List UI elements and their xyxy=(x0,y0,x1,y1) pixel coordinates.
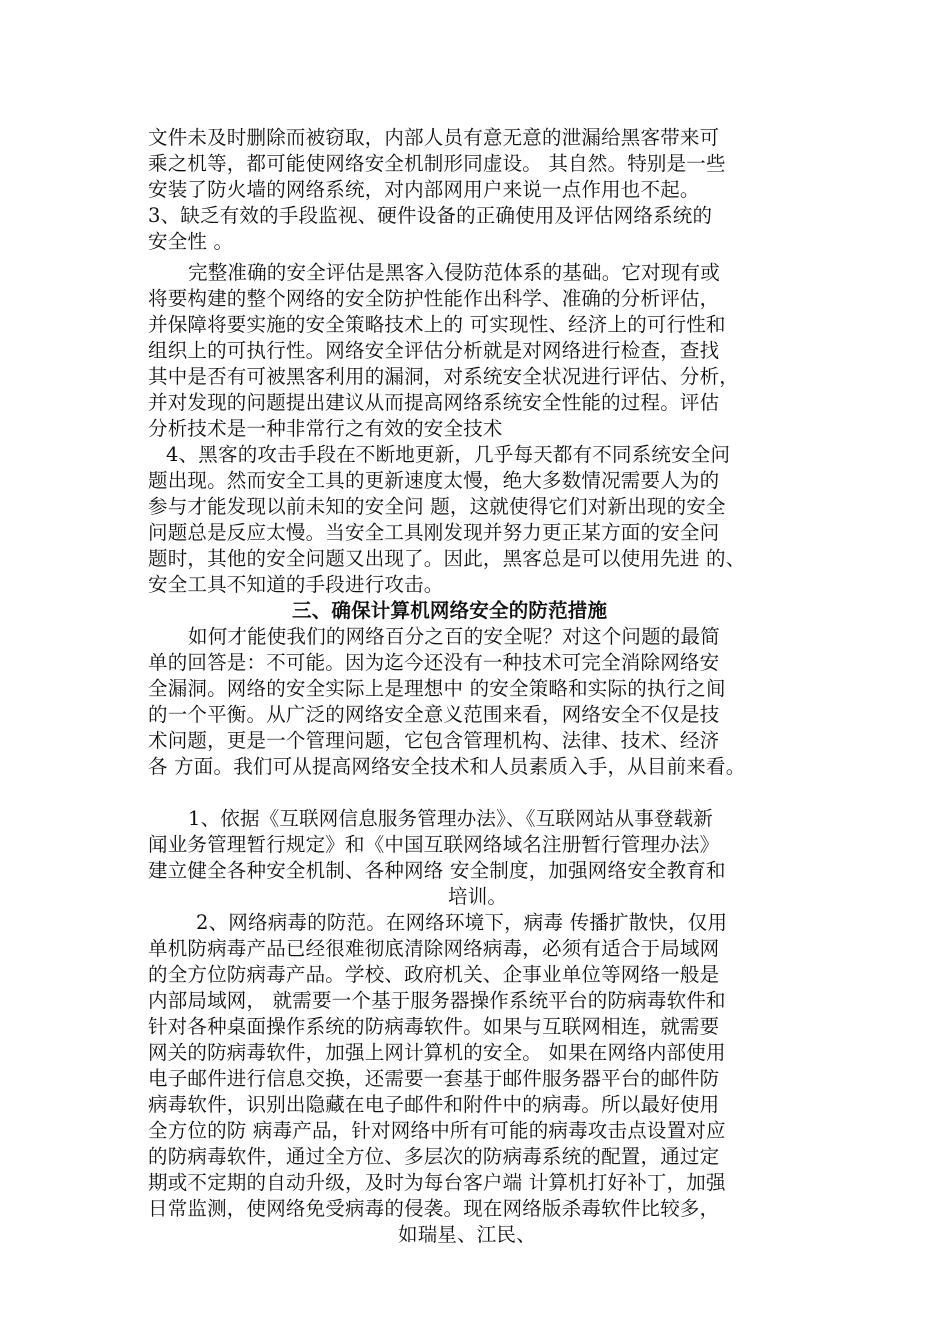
text-line-8: 并保障将要实施的安全策略技术上的 可实现性、经济上的可行性和 xyxy=(148,313,726,336)
text-line-38: 全方位的防 病毒产品，针对网络中所有可能的病毒攻击点设置对应 xyxy=(148,1119,726,1142)
text-line-4: 3、缺乏有效的手段监视、硬件设备的正确使用及评估网络系统的 xyxy=(148,204,713,227)
text-line-25: 各 方面。我们可从提高网络安全技术和人员素质入手，从目前来看。 xyxy=(148,755,746,778)
text-line-20: 如何才能使我们的网络百分之百的安全呢？对这个问题的最简 xyxy=(188,625,720,648)
text-line-15: 参与才能发现以前未知的安全问 题，这就使得它们对新出现的安全 xyxy=(148,495,726,518)
text-line-10: 其中是否有可被黑客利用的漏洞，对系统安全状况进行评估、分析， xyxy=(148,365,740,388)
text-line-30: 2、网络病毒的防范。在网络环境下，病毒 传播扩散快，仅用 xyxy=(196,911,728,934)
text-line-31: 单机防病毒产品已经很难彻底清除网络病毒，必须有适合于局域网 xyxy=(148,937,720,960)
text-line-22: 全漏洞。网络的安全实际上是理想中 的安全策略和实际的执行之间 xyxy=(148,677,726,700)
text-line-29: 培训。 xyxy=(448,885,508,908)
text-line-11: 并对发现的问题提出建议从而提高网络系统安全性能的过程。评估 xyxy=(148,391,720,414)
text-line-26: 1、依据《互联网信息服务管理办法》、《互联网站从事登载新 xyxy=(188,807,714,830)
text-line-39: 的防病毒软件，通过全方位、多层次的防病毒系统的配置，通过定 xyxy=(148,1145,720,1168)
text-line-1: 文件未及时删除而被窃取，内部人员有意无意的泄漏给黑客带来可 xyxy=(148,126,720,149)
text-line-36: 电子邮件进行信息交换，还需要一套基于邮件服务器平台的邮件防 xyxy=(148,1067,720,1090)
text-line-33: 内部局域网， 就需要一个基于服务器操作系统平台的防病毒软件和 xyxy=(148,989,726,1012)
text-line-27: 闻业务管理暂行规定》和《中国互联网络域名注册暂行管理办法》 xyxy=(148,833,720,856)
text-line-24: 术问题，更是一个管理问题，它包含管理机构、法律、技术、经济 xyxy=(148,729,720,752)
text-line-21: 单的回答是：不可能。因为迄今还没有一种技术可完全消除网络安 xyxy=(148,651,720,674)
text-line-37: 病毒软件，识别出隐藏在电子邮件和附件中的病毒。所以最好使用 xyxy=(148,1093,720,1116)
section-heading: 三、确保计算机网络安全的防范措施 xyxy=(292,599,608,622)
text-line-9: 组织上的可执行性。网络安全评估分析就是对网络进行检查，查找 xyxy=(148,339,720,362)
text-line-35: 网关的防病毒软件，加强上网计算机的安全。 如果在网络内部使用 xyxy=(148,1041,726,1064)
text-line-16: 问题总是反应太慢。当安全工具刚发现并努力更正某方面的安全问 xyxy=(148,521,720,544)
text-line-17: 题时，其他的安全问题又出现了。因此，黑客总是可以使用先进 的、 xyxy=(148,547,746,570)
text-line-5: 安全性 。 xyxy=(148,230,234,253)
text-line-7: 将要构建的整个网络的安全防护性能作出科学、准确的分析评估， xyxy=(148,287,720,310)
text-line-40: 期或不定期的自动升级，及时为每台客户端 计算机打好补丁，加强 xyxy=(148,1171,726,1194)
text-line-42: 如瑞星、江民、 xyxy=(398,1223,536,1246)
text-line-28: 建立健全各种安全机制、各种网络 安全制度，加强网络安全教育和 xyxy=(148,859,726,882)
text-line-14: 题出现。然而安全工具的更新速度太慢，绝大多数情况需要人为的 xyxy=(148,469,720,492)
text-line-2: 乘之机等，都可能使网络安全机制形同虚设。 其自然。特别是一些 xyxy=(148,152,726,175)
text-line-13: 4、黑客的攻击手段在不断地更新，几乎每天都有不同系统安全问 xyxy=(166,443,731,466)
text-line-32: 的全方位防病毒产品。学校、政府机关、企事业单位等网络一般是 xyxy=(148,963,720,986)
text-line-3: 安装了防火墙的网络系统，对内部网用户来说一点作用也不起。 xyxy=(148,178,700,201)
text-line-34: 针对各种桌面操作系统的防病毒软件。如果与互联网相连，就需要 xyxy=(148,1015,720,1038)
text-line-41: 日常监测，使网络免受病毒的侵袭。现在网络版杀毒软件比较多， xyxy=(148,1197,720,1220)
text-line-23: 的一个平衡。从广泛的网络安全意义范围来看，网络安全不仅是技 xyxy=(148,703,720,726)
text-line-6: 完整准确的安全评估是黑客入侵防范体系的基础。它对现有或 xyxy=(188,261,720,284)
text-line-18: 安全工具不知道的手段进行攻击。 xyxy=(148,573,444,596)
text-line-12: 分析技术是一种非常行之有效的安全技术 xyxy=(148,417,503,440)
